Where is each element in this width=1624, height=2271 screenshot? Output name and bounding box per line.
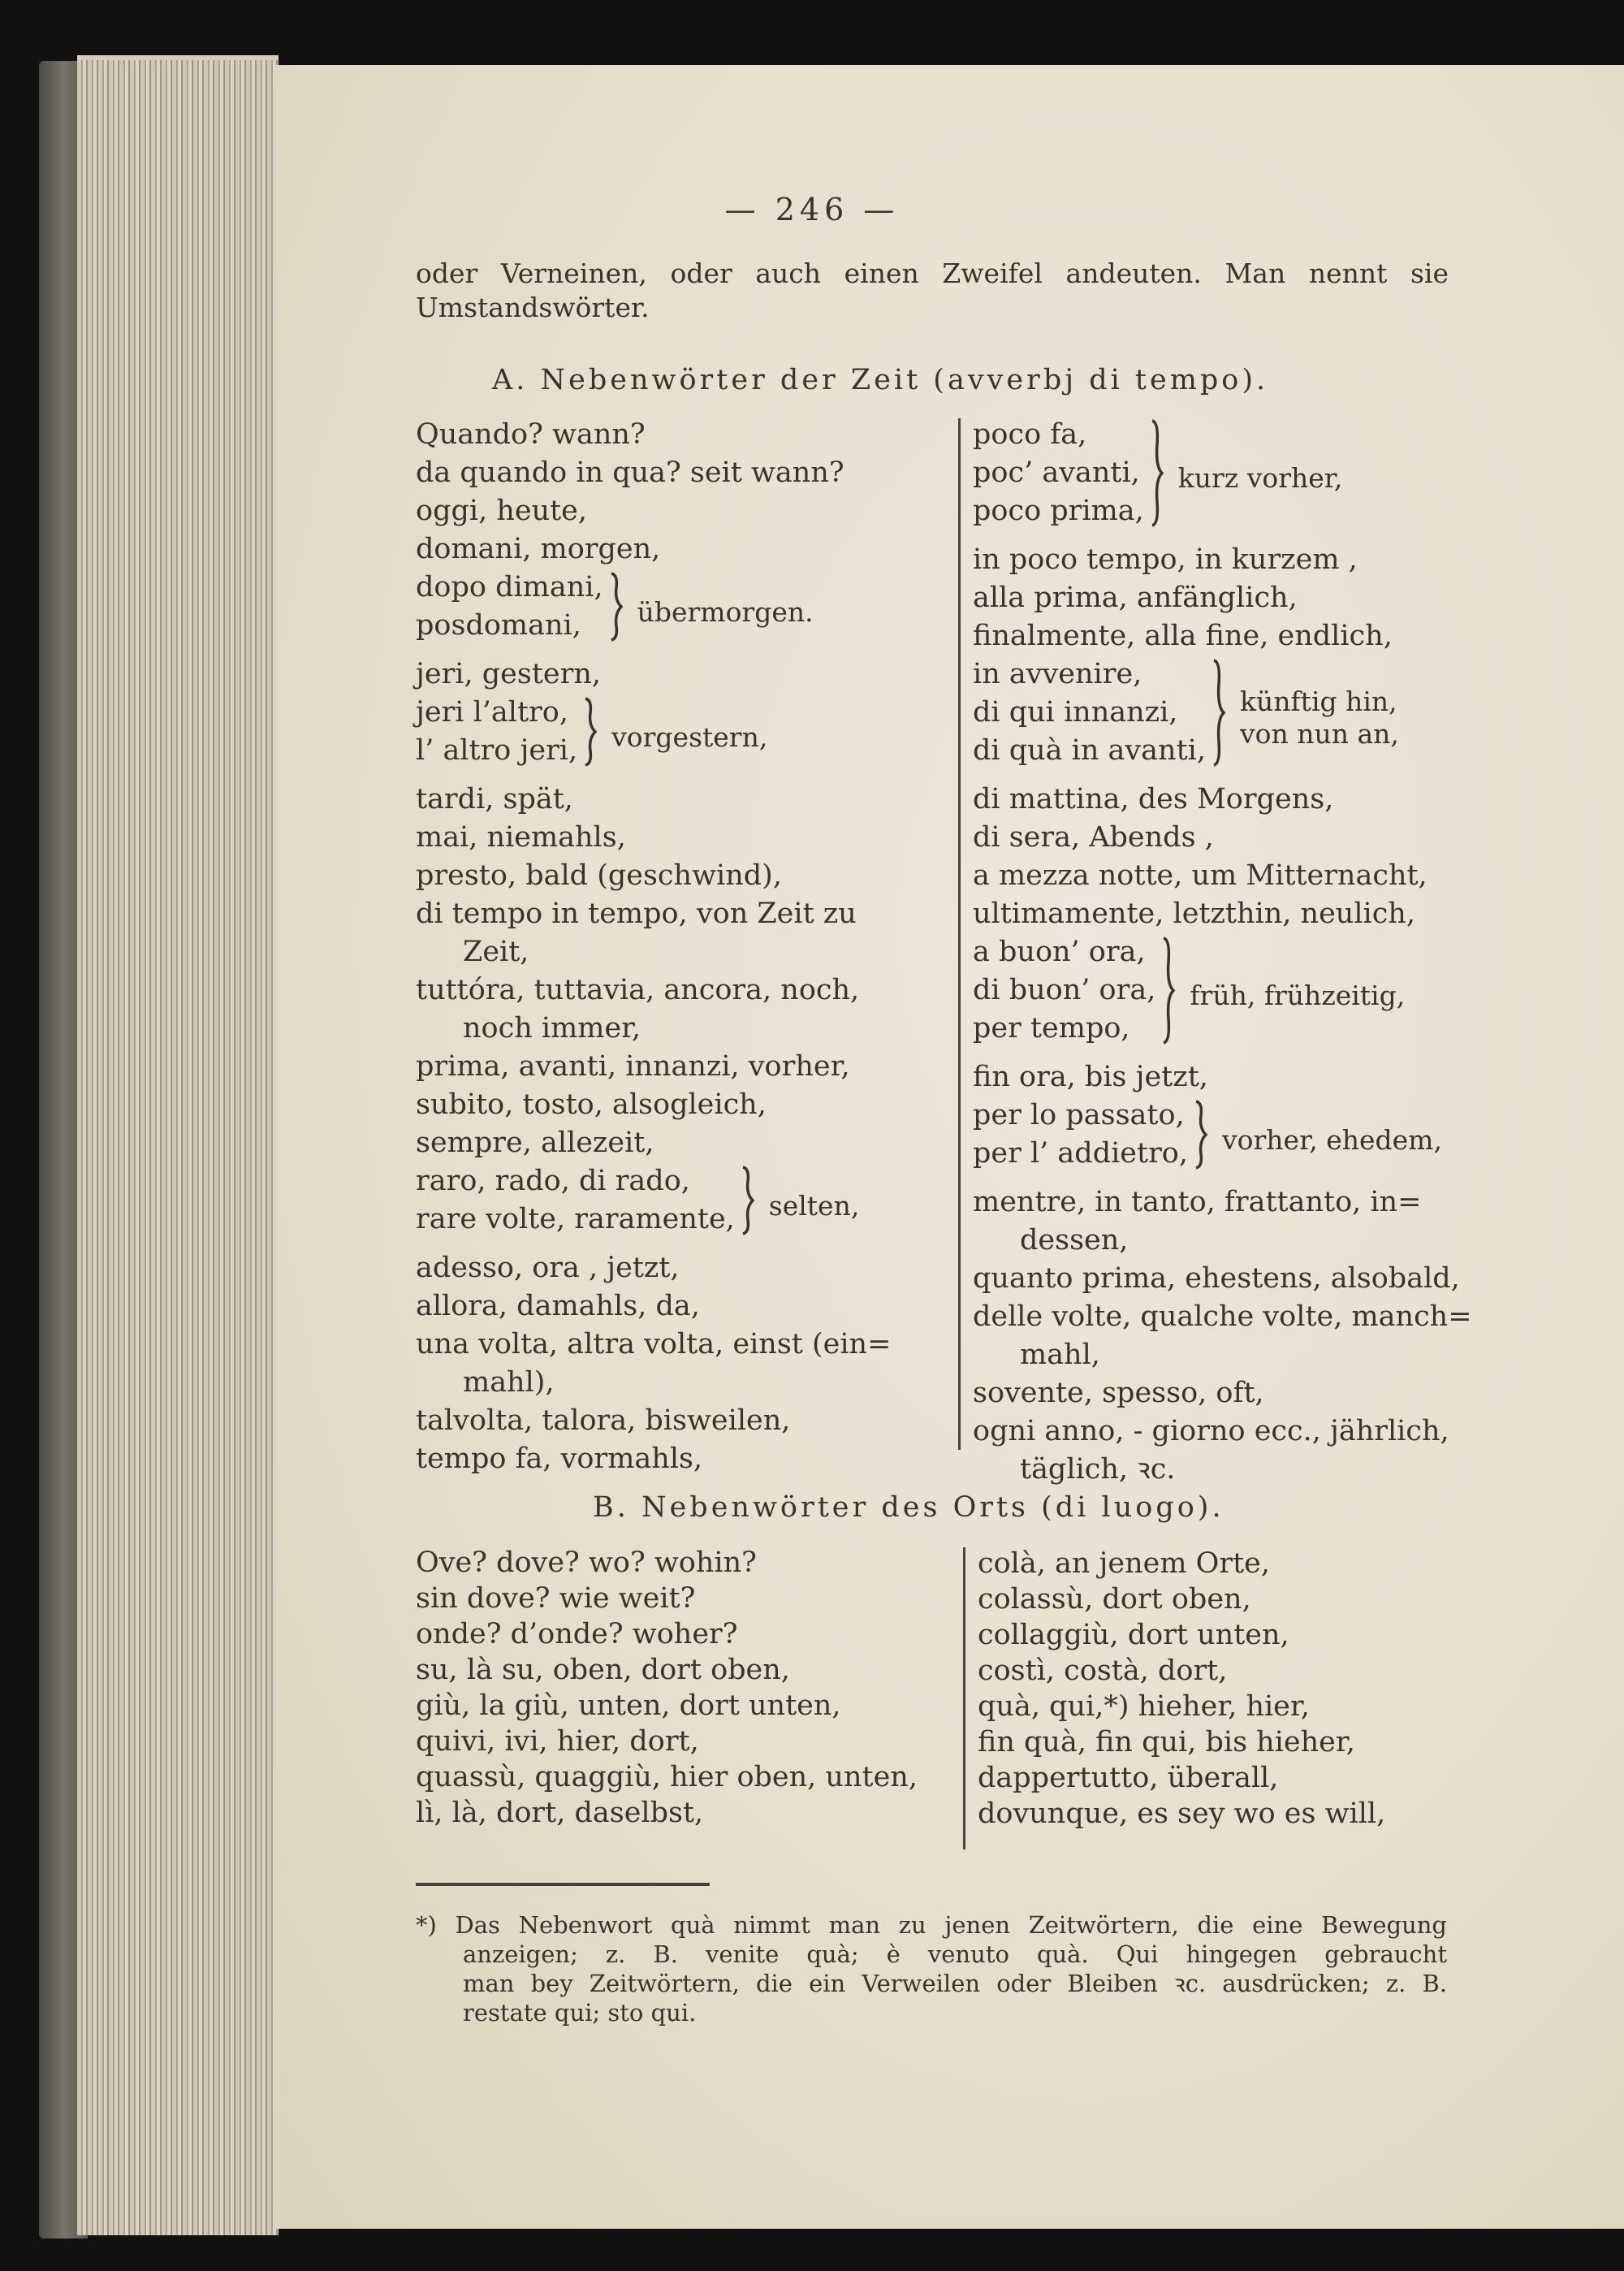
group-lines [973, 1097, 1188, 1183]
bracketed-group [973, 1097, 1472, 1183]
list-line: finalmente, alla fine, endlich, [973, 620, 1393, 652]
list-line: colà, an jenem Orte, [978, 1547, 1270, 1580]
gloss-line: vorgestern, [611, 720, 768, 753]
list-line: in avvenire, [973, 658, 1142, 690]
section-b-left-column [416, 1545, 918, 1831]
gloss-line: kurz vorher, [1177, 462, 1343, 494]
section-b-right-column [978, 1545, 1385, 1831]
list-line: prima, avanti, innanzi, vorher, [416, 1050, 850, 1083]
list-line: dovunque, es sey wo es will, [978, 1797, 1386, 1830]
list-line: tempo fa, vormahls, [416, 1443, 703, 1475]
list-line: di qui innanzi, [973, 696, 1178, 729]
list-line: quassù, quaggiù, hier oben, unten, [416, 1761, 918, 1793]
list-line: dappertutto, überall, [978, 1762, 1279, 1794]
curly-brace-icon [1206, 655, 1233, 770]
list-line: da quando in qua? seit wann? [416, 456, 844, 489]
intro-line: oder Verneinen, oder auch einen Zweifel andeuten. Man nennt sie [416, 257, 1449, 289]
group-gloss [605, 694, 767, 781]
list-line: l’ altro jeri, [416, 734, 578, 767]
curly-brace-icon [1144, 416, 1172, 530]
brace [735, 1162, 762, 1249]
brace [1144, 416, 1172, 541]
list-line: noch immer, [463, 1012, 641, 1045]
list-line: per tempo, [973, 1012, 1130, 1045]
bracketed-group [416, 1162, 891, 1249]
list-line: allora, damahls, da, [416, 1290, 700, 1322]
group-lines [973, 933, 1155, 1058]
list-line: mahl, [1020, 1339, 1100, 1371]
list-line: dessen, [1020, 1224, 1129, 1257]
list-line: giù, la giù, unten, dort unten, [416, 1689, 841, 1722]
section-a-left-column [416, 416, 891, 1478]
section-a-right-column [973, 416, 1472, 1489]
list-line: jeri l’altro, [416, 696, 568, 729]
group-gloss [1233, 655, 1399, 781]
list-line: delle volte, qualche volte, manch= [973, 1300, 1472, 1333]
list-line: quivi, ivi, hier, dort, [416, 1725, 699, 1758]
gloss-line: von nun an, [1239, 718, 1399, 750]
list-line: poco prima, [973, 495, 1144, 527]
list-line: sovente, spesso, oft, [973, 1377, 1264, 1409]
list-line: fin quà, fin qui, bis hieher, [978, 1726, 1355, 1758]
list-line: sempre, allezeit, [416, 1127, 654, 1159]
bracketed-group [973, 933, 1472, 1058]
list-line: mai, niemahls, [416, 821, 626, 854]
list-line: quà, qui,*) hieher, hier, [978, 1690, 1310, 1723]
curly-brace-icon [603, 569, 631, 645]
list-line: ultimamente, letzthin, neulich, [973, 898, 1415, 930]
list-line: di sera, Abends , [973, 821, 1214, 854]
list-line: di mattina, des Morgens, [973, 783, 1334, 815]
list-line: oggi, heute, [416, 495, 588, 527]
group-lines [416, 694, 577, 781]
gloss-line: übermorgen. [637, 595, 814, 628]
brace [603, 569, 631, 655]
group-lines [973, 416, 1144, 541]
list-line: poco fa, [973, 418, 1087, 451]
footnote [416, 1910, 1447, 2027]
list-line: domani, morgen, [416, 533, 661, 565]
list-line: per lo passato, [973, 1099, 1185, 1131]
list-line: raro, rado, di rado, [416, 1165, 690, 1197]
footnote-line: restate qui; sto qui. [463, 1999, 697, 2027]
list-line: di buon’ ora, [973, 974, 1156, 1006]
gloss-line: selten, [768, 1189, 860, 1222]
list-line: di quà in avanti, [973, 734, 1206, 767]
group-lines [973, 655, 1206, 781]
list-line: tardi, spät, [416, 783, 573, 815]
group-gloss [1216, 1097, 1442, 1183]
list-line: sin dove? wie weit? [416, 1582, 696, 1615]
list-line: dopo dimani, [416, 571, 603, 603]
curly-brace-icon [1155, 933, 1183, 1048]
list-line: talvolta, talora, bisweilen, [416, 1404, 791, 1437]
footnote-rule [416, 1883, 710, 1886]
column-divider [963, 1547, 965, 1849]
column-divider [958, 418, 961, 1450]
list-line: ogni anno, - giorno ecc., jährlich, [973, 1415, 1449, 1447]
group-gloss [1183, 933, 1405, 1058]
list-line: fin ora, bis jetzt, [973, 1061, 1208, 1093]
group-gloss [631, 569, 814, 655]
gloss-line: künftig hin, [1239, 686, 1397, 717]
list-line: per l’ addietro, [973, 1137, 1188, 1170]
intro-line: Umstandswörter. [416, 292, 650, 323]
footnote-line: man bey Zeitwörtern, die ein Verweilen oder Bleiben ꝛc. ausdrücken; z. B. [463, 1970, 1447, 1997]
group-gloss [1172, 416, 1343, 541]
bracketed-group [973, 655, 1472, 781]
list-line: costì, costà, dort, [978, 1655, 1228, 1687]
curly-brace-icon [1188, 1097, 1216, 1173]
list-line: collaggiù, dort unten, [978, 1619, 1289, 1651]
curly-brace-icon [735, 1162, 762, 1239]
list-line: adesso, ora , jetzt, [416, 1252, 680, 1284]
list-line: mentre, in tanto, frattanto, in= [973, 1186, 1422, 1218]
list-line: subito, tosto, alsogleich, [416, 1088, 767, 1121]
list-line: Ove? dove? wo? wohin? [416, 1546, 757, 1579]
list-line: Zeit, [463, 936, 529, 968]
list-line: su, là su, oben, dort oben, [416, 1654, 790, 1686]
curly-brace-icon [577, 694, 605, 770]
footnote-line: *) Das Nebenwort quà nimmt man zu jenen Zeitwörtern, die eine Bewegung [416, 1911, 1447, 1939]
group-gloss [762, 1162, 860, 1249]
brace [1188, 1097, 1216, 1183]
list-line: una volta, altra volta, einst (ein= [416, 1328, 892, 1360]
list-line: poc’ avanti, [973, 456, 1140, 489]
list-line: rare volte, raramente, [416, 1203, 735, 1235]
group-lines [416, 1162, 735, 1249]
list-line: presto, bald (geschwind), [416, 859, 782, 892]
page-stack-edges [77, 55, 279, 2235]
list-line: posdomani, [416, 609, 581, 642]
list-line: jeri, gestern, [416, 658, 601, 690]
list-line: a mezza notte, um Mitternacht, [973, 859, 1427, 892]
list-line: lì, là, dort, daselbst, [416, 1797, 704, 1829]
list-line: mahl), [463, 1366, 555, 1399]
page-number: — 246 — [724, 192, 900, 227]
brace [577, 694, 605, 781]
brace [1206, 655, 1233, 781]
list-line: tuttóra, tuttavia, ancora, noch, [416, 974, 860, 1006]
section-a-heading: A. Nebenwörter der Zeit (avverbj di tempo). [492, 364, 1269, 396]
list-line: alla prima, anfänglich, [973, 582, 1298, 614]
group-lines [416, 569, 603, 655]
footnote-line: anzeigen; z. B. venite quà; è venuto quà. Qui hingegen gebraucht [463, 1940, 1447, 1968]
bracketed-group [416, 569, 891, 655]
list-line: di tempo in tempo, von Zeit zu [416, 898, 857, 930]
gloss-line: vorher, ehedem, [1222, 1123, 1442, 1156]
brace [1155, 933, 1183, 1058]
list-line: Quando? wann? [416, 418, 646, 451]
gloss-line: früh, frühzeitig, [1190, 980, 1406, 1011]
intro-paragraph [416, 257, 1449, 325]
list-line: quanto prima, ehestens, alsobald, [973, 1262, 1460, 1295]
list-line: colassù, dort oben, [978, 1583, 1251, 1616]
list-line: in poco tempo, in kurzem , [973, 543, 1358, 576]
bracketed-group [416, 694, 891, 781]
list-line: onde? d’onde? woher? [416, 1618, 738, 1650]
list-line: täglich, ꝛc. [1020, 1453, 1176, 1486]
bracketed-group [973, 416, 1472, 541]
list-line: a buon’ ora, [973, 936, 1146, 968]
section-b-heading: B. Nebenwörter des Orts (di luogo). [593, 1491, 1224, 1524]
